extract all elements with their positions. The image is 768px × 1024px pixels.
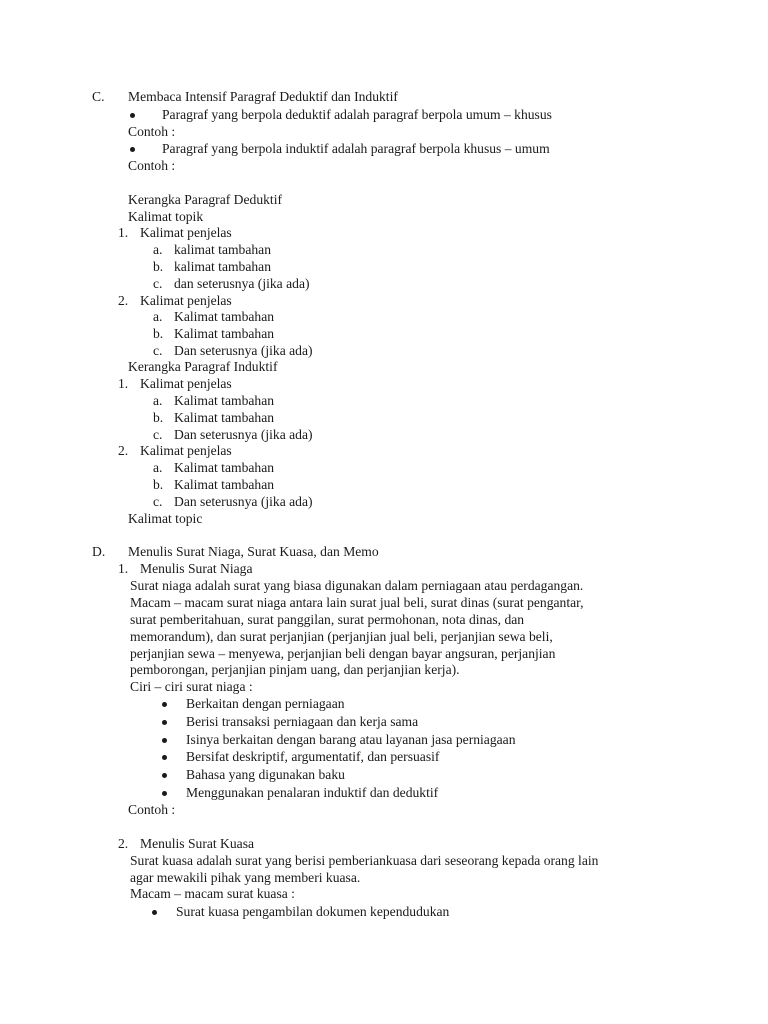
induktif-topic: Kalimat topic: [128, 511, 203, 526]
list-item: Kalimat penjelas: [140, 225, 232, 240]
sub-mark: a.: [153, 242, 163, 257]
sub-item: dan seterusnya (jika ada): [174, 276, 310, 291]
section-c-title: Membaca Intensif Paragraf Deduktif dan Induktif: [128, 89, 398, 104]
macam-item: Surat kuasa pengambilan dokumen kependudukan: [176, 904, 450, 919]
sub-mark: b.: [153, 326, 164, 341]
sub-mark: b.: [153, 477, 164, 492]
sub-item: Kalimat tambahan: [174, 309, 275, 324]
bullet-icon: [162, 755, 167, 760]
niaga-paragraph-line: pemborongan, perjanjian pinjam uang, dan perjanjian kerja).: [130, 662, 460, 677]
bullet-icon: [162, 773, 167, 778]
niaga-heading: Menulis Surat Niaga: [140, 561, 253, 576]
niaga-paragraph-line: Macam – macam surat niaga antara lain surat jual beli, surat dinas (surat pengantar,: [130, 595, 584, 610]
list-item: Kalimat penjelas: [140, 376, 232, 391]
sub-item: Dan seterusnya (jika ada): [174, 427, 313, 442]
sub-mark: b.: [153, 259, 164, 274]
deduktif-topic: Kalimat topik: [128, 209, 204, 224]
section-d-letter: D.: [92, 544, 106, 559]
bullet-icon: [130, 113, 135, 118]
sub-item: Kalimat tambahan: [174, 393, 275, 408]
sub-item: kalimat tambahan: [174, 242, 272, 257]
ciri-item: Berisi transaksi perniagaan dan kerja sama: [186, 714, 419, 729]
sub-mark: c.: [153, 427, 163, 442]
deduktif-definition: Paragraf yang berpola deduktif adalah paragraf berpola umum – khusus: [162, 107, 552, 122]
induktif-definition: Paragraf yang berpola induktif adalah paragraf berpola khusus – umum: [162, 141, 550, 156]
sub-item: Kalimat tambahan: [174, 410, 275, 425]
sub-item: Kalimat tambahan: [174, 326, 275, 341]
list-number: 1.: [118, 376, 129, 391]
list-number: 1.: [118, 561, 129, 576]
sub-mark: c.: [153, 343, 163, 358]
contoh-label: Contoh :: [128, 124, 176, 139]
section-c-letter: C.: [92, 89, 105, 104]
contoh-label: Contoh :: [128, 802, 176, 817]
deduktif-heading: Kerangka Paragraf Deduktif: [128, 192, 282, 207]
section-d-title: Menulis Surat Niaga, Surat Kuasa, dan Memo: [128, 544, 379, 559]
kuasa-paragraph-line: Surat kuasa adalah surat yang berisi pemberiankuasa dari seseorang kepada orang lain: [130, 853, 599, 868]
macam-label: Macam – macam surat kuasa :: [130, 886, 295, 901]
ciri-item: Isinya berkaitan dengan barang atau layanan jasa perniagaan: [186, 732, 516, 747]
sub-mark: a.: [153, 393, 163, 408]
sub-mark: c.: [153, 494, 163, 509]
niaga-paragraph-line: memorandum), dan surat perjanjian (perjanjian jual beli, perjanjian sewa beli,: [130, 629, 553, 644]
list-item: Kalimat penjelas: [140, 443, 232, 458]
sub-item: Dan seterusnya (jika ada): [174, 494, 313, 509]
sub-mark: a.: [153, 309, 163, 324]
ciri-item: Bahasa yang digunakan baku: [186, 767, 345, 782]
sub-item: kalimat tambahan: [174, 259, 272, 274]
ciri-item: Berkaitan dengan perniagaan: [186, 696, 345, 711]
ciri-item: Bersifat deskriptif, argumentatif, dan persuasif: [186, 749, 440, 764]
list-number: 1.: [118, 225, 129, 240]
induktif-heading: Kerangka Paragraf Induktif: [128, 359, 278, 374]
niaga-paragraph-line: surat pemberitahuan, surat panggilan, surat permohonan, nota dinas, dan: [130, 612, 525, 627]
sub-item: Kalimat tambahan: [174, 477, 275, 492]
sub-item: Dan seterusnya (jika ada): [174, 343, 313, 358]
sub-mark: c.: [153, 276, 163, 291]
list-number: 2.: [118, 443, 129, 458]
bullet-icon: [162, 720, 167, 725]
bullet-icon: [162, 702, 167, 707]
bullet-icon: [162, 738, 167, 743]
list-item: Kalimat penjelas: [140, 293, 232, 308]
niaga-paragraph-line: perjanjian sewa – menyewa, perjanjian beli dengan bayar angsuran, perjanjian: [130, 646, 556, 661]
ciri-item: Menggunakan penalaran induktif dan deduktif: [186, 785, 439, 800]
list-number: 2.: [118, 293, 129, 308]
kuasa-heading: Menulis Surat Kuasa: [140, 836, 255, 851]
list-number: 2.: [118, 836, 129, 851]
niaga-definition: Surat niaga adalah surat yang biasa digunakan dalam perniagaan atau perdagangan.: [130, 578, 584, 593]
bullet-icon: [152, 910, 157, 915]
ciri-label: Ciri – ciri surat niaga :: [130, 679, 253, 694]
sub-mark: b.: [153, 410, 164, 425]
contoh-label: Contoh :: [128, 158, 176, 173]
sub-mark: a.: [153, 460, 163, 475]
kuasa-paragraph-line: agar mewakili pihak yang memberi kuasa.: [130, 870, 361, 885]
bullet-icon: [162, 791, 167, 796]
bullet-icon: [130, 147, 135, 152]
sub-item: Kalimat tambahan: [174, 460, 275, 475]
